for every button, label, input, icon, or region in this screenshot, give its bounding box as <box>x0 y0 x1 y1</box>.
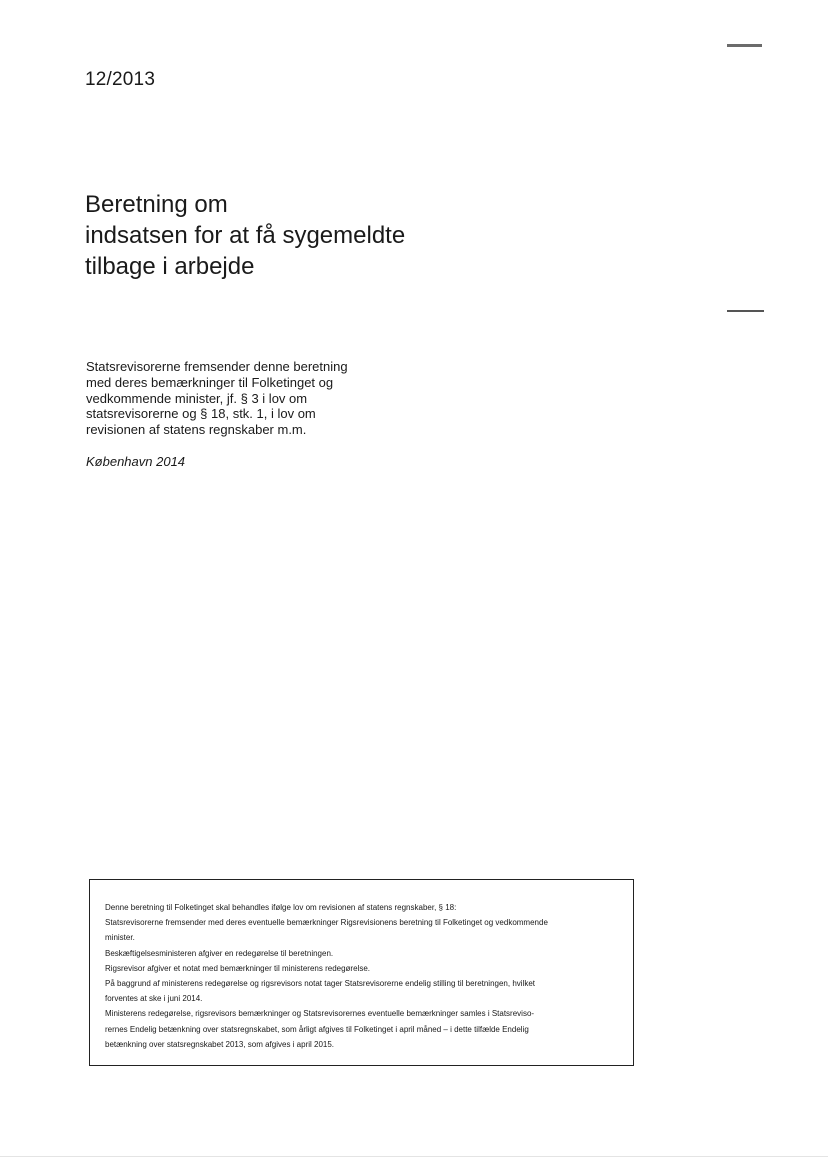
notice-line: Ministerens redegørelse, rigsrevisors bemærkninger og Statsrevisorernes eventuelle bemærkninger samles i Statsreviso- <box>105 1009 535 1019</box>
margin-mark-middle <box>727 310 764 312</box>
notice-line: rernes Endelig betænkning over statsregnskabet, som årligt afgives til Folketinget i april måned – i dette tilfælde Endelig <box>105 1024 529 1034</box>
place-year: København 2014 <box>86 454 186 469</box>
title-line: tilbage i arbejde <box>85 253 255 280</box>
notice-line: minister. <box>105 933 135 943</box>
notice-line: forventes at ske i juni 2014. <box>105 994 203 1004</box>
intro-line: med deres bemærkninger til Folketinget og <box>86 374 334 390</box>
notice-line: betænkning over statsregnskabet 2013, som afgives i april 2015. <box>105 1039 335 1049</box>
scan-edge-line <box>0 1156 828 1157</box>
intro-paragraph <box>86 359 386 438</box>
notice-line: Denne beretning til Folketinget skal behandles ifølge lov om revisionen af statens regnskaber, § 18: <box>105 903 457 912</box>
intro-line: vedkommende minister, jf. § 3 i lov om <box>86 390 308 406</box>
title-line: indsatsen for at få sygemeldte <box>85 222 406 249</box>
intro-line: Statsrevisorerne fremsender denne beretning <box>86 359 348 374</box>
report-number: 12/2013 <box>85 69 156 90</box>
title-line: Beretning om <box>85 191 228 218</box>
notice-line: Rigsrevisor afgiver et notat med bemærkninger til ministerens redegørelse. <box>105 963 370 973</box>
intro-line: statsrevisorerne og § 18, stk. 1, i lov om <box>86 406 316 422</box>
procedure-notice-text <box>105 900 630 1052</box>
notice-line: På baggrund af ministerens redegørelse og rigsrevisors notat tager Statsrevisorerne endelig stilling til beretningen, hvilket <box>105 979 536 989</box>
report-title <box>85 189 405 282</box>
notice-line: Beskæftigelsesministeren afgiver en redegørelse til beretningen. <box>105 948 334 958</box>
procedure-notice-box <box>89 879 634 1066</box>
margin-mark-top <box>727 44 762 47</box>
intro-line: revisionen af statens regnskaber m.m. <box>86 422 307 438</box>
notice-line: Statsrevisorerne fremsender med deres eventuelle bemærkninger Rigsrevisionens beretning til Folketinget og vedkommende <box>105 918 548 928</box>
